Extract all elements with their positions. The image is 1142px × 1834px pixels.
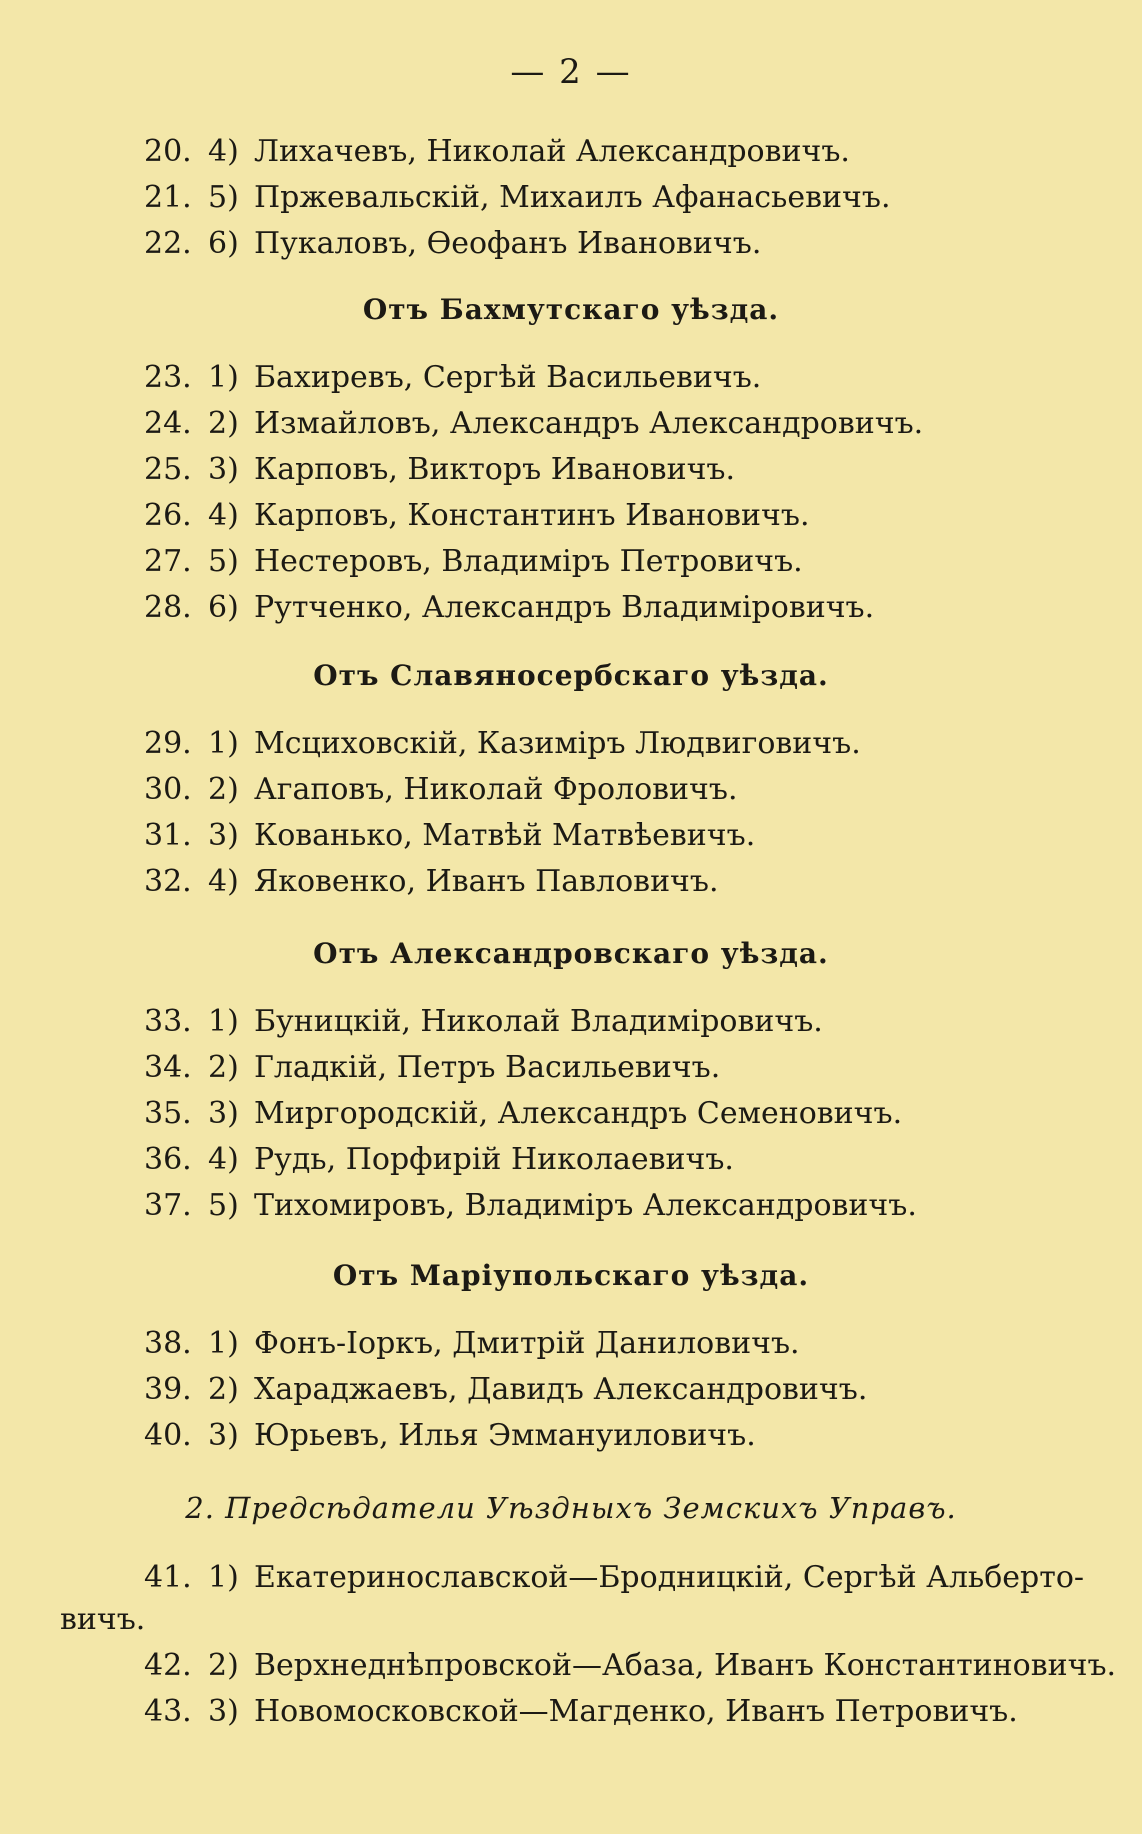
entry-number: 34.: [144, 1050, 192, 1085]
entry-name: Бахиревъ, Сергѣй Васильевичъ.: [254, 360, 762, 395]
entry-subnumber: 5): [208, 180, 239, 215]
entry-name: Фонъ-Іоркъ, Дмитрій Даниловичъ.: [254, 1326, 800, 1361]
entry-name: Верхнеднѣпровской—Абаза, Иванъ Константиновичъ.: [254, 1648, 1117, 1683]
entry-name: Кованько, Матвѣй Матвѣевичъ.: [254, 818, 756, 853]
entry-number: 27.: [144, 544, 192, 579]
entry-name: Рутченко, Александръ Владиміровичъ.: [254, 590, 875, 625]
entry-number: 37.: [144, 1188, 192, 1223]
entry-name: Агаповъ, Николай Фроловичъ.: [254, 772, 738, 807]
page-number: — 2 —: [510, 52, 632, 92]
entry-subnumber: 1): [208, 1004, 239, 1039]
entry-name: Пукаловъ, Ѳеофанъ Ивановичъ.: [254, 226, 762, 261]
entry-name: Тихомировъ, Владиміръ Александровичъ.: [254, 1188, 917, 1223]
section-heading: Отъ Маріупольскаго уѣзда.: [332, 1259, 810, 1292]
entry-subnumber: 2): [208, 1648, 239, 1683]
entry-subnumber: 1): [208, 726, 239, 761]
entry-number: 30.: [144, 772, 192, 807]
entry-subnumber: 4): [208, 1142, 239, 1177]
entry-name: Карповъ, Константинъ Ивановичъ.: [254, 498, 810, 533]
entry-number: 23.: [144, 360, 192, 395]
entry-number: 38.: [144, 1326, 192, 1361]
entry-name: Пржевальскій, Михаилъ Афанасьевичъ.: [254, 180, 891, 215]
entry-name: Мсциховскій, Казиміръ Людвиговичъ.: [254, 726, 861, 761]
entry-subnumber: 2): [208, 772, 239, 807]
section-heading: Отъ Бахмутскаго уѣзда.: [362, 293, 780, 326]
entry-subnumber: 6): [208, 590, 239, 625]
entry-subnumber: 4): [208, 134, 239, 169]
entry-subnumber: 3): [208, 1418, 239, 1453]
entry-number: 33.: [144, 1004, 192, 1039]
entry-name: Новомосковской—Магденко, Иванъ Петровичъ.: [254, 1694, 1018, 1729]
entry-subnumber: 3): [208, 1694, 239, 1729]
entry-subnumber: 3): [208, 452, 239, 487]
entry-name: Хараджаевъ, Давидъ Александровичъ.: [254, 1372, 868, 1407]
entry-name: Юрьевъ, Илья Эммануиловичъ.: [254, 1418, 756, 1453]
section-heading: Отъ Славяносербскаго уѣзда.: [313, 659, 829, 692]
entry-number: 21.: [144, 180, 192, 215]
entry-name: Нестеровъ, Владиміръ Петровичъ.: [254, 544, 803, 579]
entry-number: 26.: [144, 498, 192, 533]
entry-number: 29.: [144, 726, 192, 761]
entry-number: 25.: [144, 452, 192, 487]
entry-name: Миргородскій, Александръ Семеновичъ.: [254, 1096, 903, 1131]
entry-subnumber: 2): [208, 1372, 239, 1407]
entry-subnumber: 6): [208, 226, 239, 261]
entry-number: 24.: [144, 406, 192, 441]
entry-subnumber: 4): [208, 498, 239, 533]
entry-number: 28.: [144, 590, 192, 625]
entry-number: 41.: [144, 1560, 192, 1595]
section-title: 2. Предсѣдатели Уѣздныхъ Земскихъ Управъ.: [185, 1491, 957, 1525]
entry-number: 39.: [144, 1372, 192, 1407]
entry-number: 40.: [144, 1418, 192, 1453]
entry-subnumber: 1): [208, 1560, 239, 1595]
entry-name: Рудь, Порфирій Николаевичъ.: [254, 1142, 734, 1177]
entry-name: Буницкій, Николай Владиміровичъ.: [254, 1004, 823, 1039]
entry-name: Гладкій, Петръ Васильевичъ.: [254, 1050, 721, 1085]
entry-number: 20.: [144, 134, 192, 169]
entry-subnumber: 1): [208, 1326, 239, 1361]
entry-number: 31.: [144, 818, 192, 853]
entry-name: Карповъ, Викторъ Ивановичъ.: [254, 452, 736, 487]
entry-name: Лихачевъ, Николай Александровичъ.: [254, 134, 850, 169]
entry-subnumber: 3): [208, 818, 239, 853]
entry-subnumber: 1): [208, 360, 239, 395]
entry-number: 35.: [144, 1096, 192, 1131]
entry-number: 36.: [144, 1142, 192, 1177]
section-heading: Отъ Александровскаго уѣзда.: [313, 937, 829, 970]
entry-number: 43.: [144, 1694, 192, 1729]
entry-number: 22.: [144, 226, 192, 261]
entry-subnumber: 4): [208, 864, 239, 899]
entry-name: Екатеринославской—Бродницкій, Сергѣй Альберто-: [254, 1560, 1085, 1595]
entry-number: 42.: [144, 1648, 192, 1683]
entry-name: Измайловъ, Александръ Александровичъ.: [254, 406, 924, 441]
entry-number: 32.: [144, 864, 192, 899]
entry-subnumber: 5): [208, 544, 239, 579]
entry-subnumber: 5): [208, 1188, 239, 1223]
entry-continuation: вичъ.: [60, 1602, 146, 1637]
entry-subnumber: 2): [208, 1050, 239, 1085]
entry-subnumber: 2): [208, 406, 239, 441]
entry-subnumber: 3): [208, 1096, 239, 1131]
entry-name: Яковенко, Иванъ Павловичъ.: [254, 864, 719, 899]
